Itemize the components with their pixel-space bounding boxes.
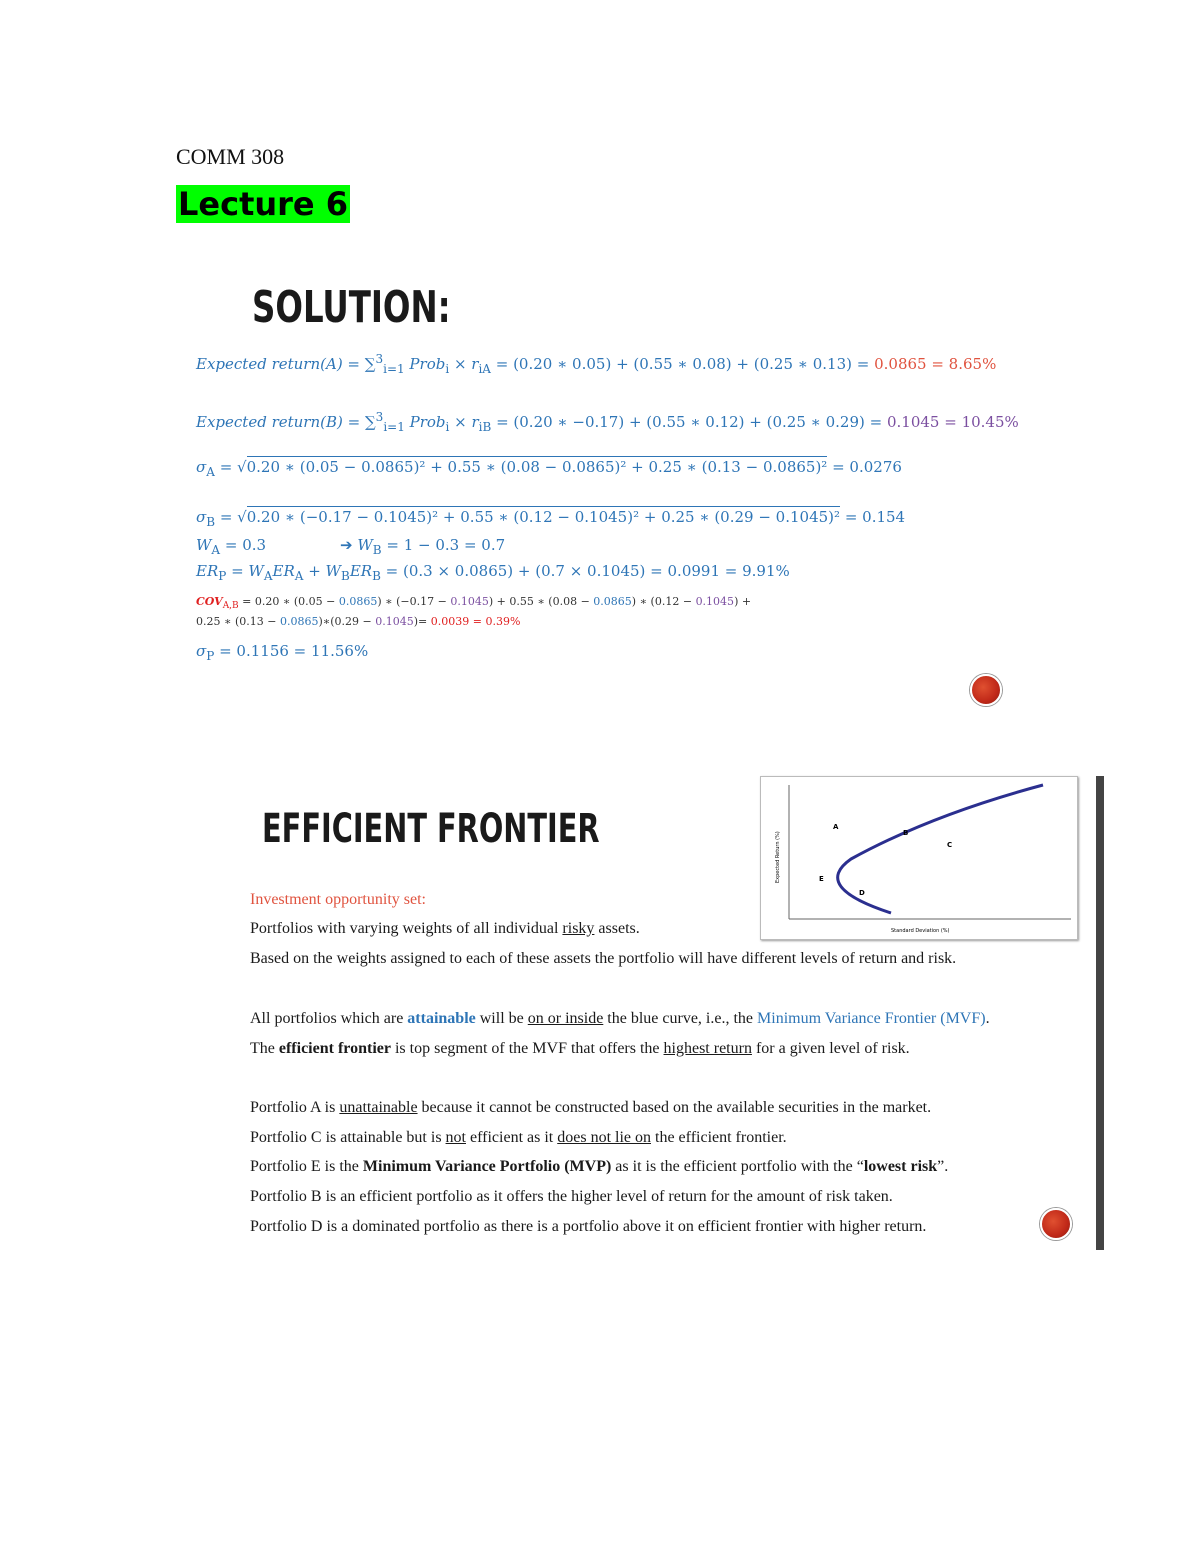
body-line: Portfolio B is an efficient portfolio as it offers the higher level of return for the amount of risk taken. (250, 1188, 893, 1205)
course-code: COMM 308 (176, 144, 285, 169)
body-line: Portfolios with varying weights of all individual risky assets. (250, 920, 640, 937)
solution-slide (176, 238, 1019, 708)
point-e-label: E (819, 875, 824, 883)
mvf-chart (760, 776, 1078, 940)
x-axis-label: Standard Deviation (%) (891, 928, 950, 934)
investment-opportunity-set-label: Investment opportunity set: (250, 891, 426, 908)
slide-title: SOLUTION: (252, 282, 451, 333)
slide-bullet-dot (970, 674, 1002, 706)
mvf-curve (838, 785, 1043, 913)
slide-title: EFFICIENT FRONTIER (262, 806, 600, 852)
mvf-chart-svg (761, 777, 1077, 939)
covariance-equation: $COV_{A,B} = 0.20$ ∗ (0.05 − 0.0865) ∗ (−0.17 − 0.1045) + 0.55 ∗ (0.08 − 0.0865) ∗ (0.12 − 0.1045) + 0.25 ∗ (0.13 − 0.0865)∗(0.29 − 0.1045)= 0.0039 = 0.39% (196, 595, 752, 629)
point-d-label: D (859, 889, 865, 897)
portfolio-return-equation: $ER_P = W_AER_A + W_BER_B = (0.3 \times 0.0865) + (0.7 \times 0.1045) = 0.0991 = 9.91\%$ (196, 562, 790, 583)
expected-return-a-equation: Expected return(A) = ∑$^3_{i=1}$ Prob$_i$ × $r_{iA} = (0.20$ ∗ 0.05) + (0.55 ∗ 0.08) + (0.25 ∗ 0.13) = 0.0865 = 8.65% (196, 352, 997, 376)
point-a-label: A (833, 823, 839, 831)
body-line: The efficient frontier is top segment of the MVF that offers the highest return for a given level of risk. (250, 1040, 910, 1057)
slide-bullet-dot (1040, 1208, 1072, 1240)
body-line: Portfolio C is attainable but is not efficient as it does not lie on the efficient frontier. (250, 1129, 787, 1146)
body-line: Portfolio A is unattainable because it cannot be constructed based on the available securities in the market. (250, 1099, 932, 1116)
weights-equation: $W_A = 0.3$ (196, 536, 267, 557)
efficient-frontier-slide (240, 776, 1108, 1252)
body-line: Portfolio D is a dominated portfolio as there is a portfolio above it on efficient frontier with higher return. (250, 1218, 927, 1235)
weight-b-equation: ➔ $W_B = 1 - 0.3 = 0.7$ (340, 536, 506, 557)
lecture-heading: Lecture 6 (178, 185, 349, 223)
slide-side-bar (1096, 776, 1104, 1250)
body-line: All portfolios which are attainable will be on or inside the blue curve, i.e., the Minimum Variance Frontier (MVF). (250, 1010, 990, 1027)
point-b-label: B (903, 829, 909, 837)
point-c-label: C (947, 841, 953, 849)
portfolio-sigma-equation: $\sigma_P = 0.1156 = 11.56\%$ (196, 642, 369, 663)
sigma-a-equation: $\sigma_A = √0.20$ ∗ (0.05 − 0.0865)² + 0.55 ∗ (0.08 − 0.0865)² + 0.25 ∗ (0.13 − 0.0865)² = 0.0276 (196, 458, 902, 479)
expected-return-b-equation: Expected return(B) = ∑$^3_{i=1}$ Prob$_i$ × $r_{iB} = (0.20$ ∗ −0.17) + (0.55 ∗ 0.12) + (0.25 ∗ 0.29) = 0.1045 = 10.45% (196, 410, 1019, 434)
sigma-b-equation: $\sigma_B = √0.20$ ∗ (−0.17 − 0.1045)² + 0.55 ∗ (0.12 − 0.1045)² + 0.25 ∗ (0.29 − 0.1045)² = 0.154 (196, 508, 906, 529)
body-line: Portfolio E is the Minimum Variance Portfolio (MVP) as it is the efficient portfolio with the “lowest risk”. (250, 1158, 949, 1175)
y-axis-label: Expected Return (%) (775, 831, 781, 883)
body-line: Based on the weights assigned to each of these assets the portfolio will have different levels of return and risk. (250, 950, 957, 967)
